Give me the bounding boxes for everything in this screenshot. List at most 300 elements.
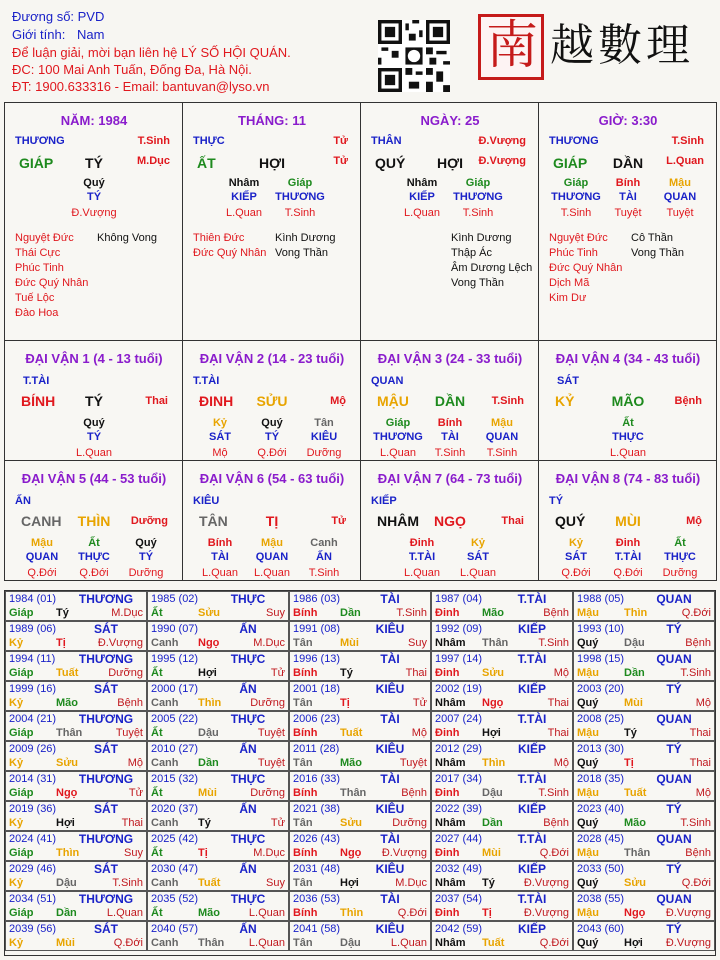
stage: T.Sinh [491, 395, 524, 407]
dai-van-2 [182, 340, 361, 461]
address: ĐC: 100 Mai Anh Tuấn, Đống Đa, Hà Nội. [12, 62, 252, 77]
year-stem: Nhâm [435, 817, 466, 829]
year-stem: Kỷ [9, 757, 24, 769]
year-stem: Tân [293, 817, 313, 829]
year-branch: Mùi [624, 697, 643, 709]
year-stem: Giáp [9, 667, 34, 679]
year-branch: Thân [624, 847, 651, 859]
year-branch: Tý [624, 727, 637, 739]
year-cell [147, 831, 289, 861]
year-stem: Kỷ [9, 637, 24, 649]
year-ten-god: THƯƠNG [78, 592, 134, 606]
stars-left [549, 231, 622, 306]
year-stage: L.Quan [390, 937, 427, 949]
heaven-stem: ẤT [197, 155, 216, 171]
hidden-stem-2: Mộ [212, 447, 228, 459]
year-stage: Thai [405, 667, 427, 679]
year-branch: Ngọ [482, 697, 504, 709]
year-label: 2026 (43) [293, 833, 341, 845]
year-stem: Tân [293, 637, 313, 649]
dai-van-7 [360, 460, 539, 581]
hidden-stem-0: Mậu [491, 417, 513, 429]
stars-right [631, 231, 684, 261]
year-ten-god: QUAN [656, 592, 692, 606]
year-ten-god: QUAN [656, 772, 692, 786]
star-item: Âm Dương Lệch [451, 262, 533, 274]
year-stem: Mậu [577, 847, 599, 859]
year-branch: Tị [56, 637, 66, 649]
year-stage: Đ.Vượng [665, 907, 711, 919]
hidden-h1a: Nhâm [406, 177, 438, 189]
hidden-stem-2: L.Quan [403, 567, 441, 579]
year-stem: Nhâm [435, 937, 466, 949]
year-label: 2029 (46) [9, 863, 57, 875]
year-ten-god: TÀI [380, 892, 400, 906]
year-cell [289, 681, 431, 711]
year-ten-god: KIẾP [517, 802, 546, 816]
year-stem: Nhâm [435, 637, 466, 649]
year-ten-god: KIÊU [375, 862, 405, 876]
year-stage: Thai [689, 757, 711, 769]
year-label: 2017 (34) [435, 773, 483, 785]
year-label: 2009 (26) [9, 743, 57, 755]
year-cell [431, 741, 573, 771]
year-label: 1988 (05) [577, 593, 625, 605]
hidden-stem-2: Dưỡng [128, 567, 164, 579]
dai-van-6 [182, 460, 361, 581]
hidden-h2a: KIẾP [409, 191, 435, 203]
year-label: 2034 (51) [9, 893, 57, 905]
year-stem: Bính [293, 907, 318, 919]
year-cell [431, 861, 573, 891]
year-label: 1996 (13) [293, 653, 341, 665]
stage: Đ.Vượng [478, 155, 526, 167]
year-stage: Dưỡng [250, 697, 285, 709]
earth-branch: HỢI [259, 155, 285, 171]
god-left: THƯƠNG [15, 135, 65, 147]
hidden-stem-0: Bính [437, 417, 463, 429]
year-cell [573, 591, 715, 621]
year-label: 2031 (48) [293, 863, 341, 875]
year-label: 2002 (19) [435, 683, 483, 695]
ten-god: ẤN [15, 495, 31, 507]
dai-van-title: ĐẠI VẬN 3 (24 - 33 tuổi) [377, 351, 523, 366]
year-cell [5, 921, 147, 951]
earth-branch: TỊ [265, 513, 279, 529]
hidden-h2c: QUAN [663, 191, 697, 203]
hidden-stem-0: Đinh [409, 537, 435, 549]
year-stage: Q.Đới [539, 847, 569, 859]
year-stem: Ất [151, 907, 163, 919]
year-ten-god: KIẾP [517, 922, 546, 936]
year-ten-god: THƯƠNG [78, 772, 134, 786]
year-label: 1989 (06) [9, 623, 57, 635]
year-cell [431, 621, 573, 651]
year-ten-god: T.TÀI [517, 832, 547, 846]
year-cell [289, 621, 431, 651]
year-branch: Dần [482, 817, 503, 829]
hidden-stem-1: TÀI [211, 551, 229, 563]
year-cell [289, 921, 431, 951]
heaven-stem: CANH [21, 513, 62, 529]
year-stage: Tuyệt [399, 757, 427, 769]
year-cell [147, 681, 289, 711]
star-item: Đức Quý Nhân [549, 262, 623, 274]
year-stem: Tân [293, 937, 313, 949]
qr-code-icon [378, 20, 450, 92]
year-stem: Kỷ [9, 697, 24, 709]
year-stem: Nhâm [435, 757, 466, 769]
star-item: Đào Hoa [15, 307, 59, 319]
year-ten-god: TÝ [666, 742, 682, 756]
year-branch: Mùi [340, 637, 359, 649]
year-ten-god: ẤN [239, 922, 257, 936]
star-item: Phúc Tinh [15, 262, 64, 274]
year-label: 2015 (32) [151, 773, 199, 785]
year-branch: Tị [340, 697, 350, 709]
year-stage: Bệnh [401, 787, 427, 799]
star-item: Dịch Mã [549, 277, 590, 289]
hidden-stem-0: Quý [261, 417, 283, 429]
dai-van-8 [538, 460, 717, 581]
year-cell [431, 801, 573, 831]
pillar-title: GIỜ: 3:30 [598, 113, 658, 128]
year-stage: M.Dục [253, 637, 285, 649]
year-ten-god: TÝ [666, 922, 682, 936]
dai-van-title: ĐẠI VẬN 1 (4 - 13 tuổi) [25, 351, 163, 366]
stage: Dưỡng [130, 515, 168, 527]
year-label: 2008 (25) [577, 713, 625, 725]
hidden-h1b: Giáp [465, 177, 491, 189]
hidden-h2: TÝ [86, 191, 102, 203]
year-branch: Dần [340, 607, 361, 619]
year-ten-god: ẤN [239, 862, 257, 876]
year-label: 2005 (22) [151, 713, 199, 725]
year-cell [431, 651, 573, 681]
stars-left [193, 231, 266, 261]
year-label: 1992 (09) [435, 623, 483, 635]
year-ten-god: THƯƠNG [78, 652, 134, 666]
year-label: 2035 (52) [151, 893, 199, 905]
year-label: 2000 (17) [151, 683, 199, 695]
hidden-stem-1: KIÊU [310, 431, 338, 443]
year-label: 2042 (59) [435, 923, 483, 935]
year-stem: Quý [577, 817, 599, 829]
year-stage: Suy [408, 637, 427, 649]
year-label: 2037 (54) [435, 893, 483, 905]
hidden-stem-1: THƯƠNG [373, 431, 423, 443]
year-stem: Giáp [9, 787, 34, 799]
year-ten-god: KIẾP [517, 622, 546, 636]
hidden-stem-0: Tân [314, 417, 334, 429]
year-stem: Quý [577, 937, 599, 949]
year-stem: Quý [577, 637, 599, 649]
year-label: 1994 (11) [9, 653, 56, 665]
year-branch: Dậu [624, 637, 645, 649]
year-stem: Mậu [577, 667, 599, 679]
year-stage: Mộ [127, 757, 143, 769]
year-stage: L.Quan [106, 907, 143, 919]
earth-branch: TÝ [85, 393, 103, 409]
year-label: 2003 (20) [577, 683, 625, 695]
hidden-stem-2: T.Sinh [486, 447, 518, 459]
god-right: T.Sinh [671, 135, 704, 147]
year-ten-god: KIÊU [375, 682, 405, 696]
year-branch: Ngọ [624, 907, 646, 919]
year-ten-god: SÁT [94, 862, 118, 876]
hidden-stem-2: L.Quan [201, 567, 239, 579]
phone-email: ĐT: 1900.633316 - Email: bantuvan@lyso.vn [12, 79, 270, 94]
heaven-stem: MẬU [377, 393, 409, 409]
year-cell [147, 891, 289, 921]
year-stage: T.Sinh [112, 877, 143, 889]
year-label: 1987 (04) [435, 593, 483, 605]
year-ten-god: TÝ [666, 802, 682, 816]
hidden-stem-0: Bính [207, 537, 233, 549]
hidden-stem-0: Kỷ [568, 537, 584, 549]
dai-van-5 [4, 460, 183, 581]
hidden-h1: Quý [83, 177, 105, 189]
year-branch: Mùi [56, 937, 75, 949]
brand-logo: 南 越數理 [478, 10, 710, 82]
header [12, 8, 712, 98]
pillar-1 [182, 102, 361, 341]
year-ten-god: TÝ [666, 622, 682, 636]
hidden-stem-1: TÝ [86, 431, 102, 443]
hidden-stem-1: TÀI [441, 431, 459, 443]
year-label: 2007 (24) [435, 713, 483, 725]
year-branch: Dần [624, 667, 645, 679]
year-ten-god: KIÊU [375, 802, 405, 816]
star-item: Đức Quý Nhân [15, 277, 89, 289]
year-stem: Bính [293, 847, 318, 859]
year-ten-god: KIẾP [517, 862, 546, 876]
year-stem: Giáp [9, 847, 34, 859]
stage: Tử [333, 155, 348, 167]
year-stage: Bệnh [543, 817, 569, 829]
ten-god: SÁT [557, 375, 579, 387]
hidden-stem-2: L.Quan [459, 567, 497, 579]
year-ten-god: THƯƠNG [78, 712, 134, 726]
year-stage: Mộ [553, 757, 569, 769]
year-branch: Thân [56, 727, 83, 739]
year-stage: Q.Đới [397, 907, 427, 919]
year-ten-god: THƯƠNG [78, 892, 134, 906]
year-label: 2011 (28) [293, 743, 340, 755]
pillar-3 [538, 102, 717, 341]
year-stem: Quý [577, 877, 599, 889]
hidden-stem-0: Đinh [615, 537, 641, 549]
hidden-h1a: Nhâm [228, 177, 260, 189]
year-branch: Tý [198, 817, 211, 829]
year-stage: T.Sinh [538, 637, 569, 649]
year-cell [573, 801, 715, 831]
year-cell [573, 621, 715, 651]
heaven-stem: GIÁP [19, 155, 54, 171]
year-ten-god: TÀI [380, 592, 400, 606]
year-branch: Sửu [198, 607, 221, 619]
year-stage: Tuyệt [257, 727, 285, 739]
year-branch: Mão [340, 757, 362, 769]
year-ten-god: TÀI [380, 832, 400, 846]
year-stem: Giáp [9, 607, 34, 619]
year-cell [5, 831, 147, 861]
year-label: 2030 (47) [151, 863, 199, 875]
year-label: 1984 (01) [9, 593, 57, 605]
year-branch: Mùi [198, 787, 217, 799]
year-branch: Thìn [482, 757, 506, 769]
heaven-stem: GIÁP [553, 155, 588, 171]
year-cell [147, 921, 289, 951]
year-label: 2025 (42) [151, 833, 199, 845]
star-item: Nguyệt Đức [549, 232, 608, 244]
god-left: THỰC [193, 135, 225, 147]
year-label: 1990 (07) [151, 623, 199, 635]
year-stem: Tân [293, 877, 313, 889]
year-ten-god: THỰC [230, 712, 266, 726]
year-stem: Đinh [435, 907, 460, 919]
dai-van-title: ĐẠI VẬN 2 (14 - 23 tuổi) [199, 351, 345, 366]
year-label: 2024 (41) [9, 833, 57, 845]
year-label: 2038 (55) [577, 893, 625, 905]
year-branch: Tị [198, 847, 208, 859]
year-label: 2006 (23) [293, 713, 341, 725]
year-branch: Sửu [482, 667, 505, 679]
year-stem: Canh [151, 757, 179, 769]
year-cell [5, 771, 147, 801]
hidden-stem-2: Q.Đới [27, 567, 57, 579]
hidden-stem-1: QUAN [25, 551, 59, 563]
hidden-stem-1: QUAN [255, 551, 289, 563]
hidden-stem-1: T.TÀI [614, 551, 642, 563]
year-branch: Mão [198, 907, 220, 919]
year-stem: Canh [151, 817, 179, 829]
year-stage: Tuyệt [115, 727, 143, 739]
hidden-stem-1: THỰC [664, 551, 696, 563]
heaven-stem: QUÝ [375, 155, 406, 171]
god-right: Tử [333, 135, 348, 147]
year-stage: Thai [121, 817, 143, 829]
year-branch: Hợi [624, 937, 643, 949]
hidden-h3a: L.Quan [403, 207, 441, 219]
star-item: Không Vong [97, 232, 157, 244]
hidden-stem-2: L.Quan [379, 447, 417, 459]
year-cell [147, 621, 289, 651]
hidden-stem-0: Ất [88, 537, 100, 549]
year-stem: Canh [151, 877, 179, 889]
year-stage: Thai [547, 727, 569, 739]
stage: Mộ [686, 515, 702, 527]
hidden-h1b: Giáp [287, 177, 313, 189]
year-stem: Bính [293, 667, 318, 679]
earth-branch: NGỌ [434, 513, 466, 529]
hidden-stem-1: SÁT [565, 551, 587, 563]
hidden-stem-2: T.Sinh [308, 567, 340, 579]
year-stage: Tuyệt [257, 757, 285, 769]
stage: Mộ [330, 395, 346, 407]
heaven-stem: TÂN [199, 513, 228, 529]
year-label: 1995 (12) [151, 653, 199, 665]
year-stem: Canh [151, 697, 179, 709]
year-stage: Dưỡng [108, 667, 143, 679]
year-cell [289, 891, 431, 921]
year-ten-god: T.TÀI [517, 772, 547, 786]
year-branch: Thìn [56, 847, 80, 859]
year-stage: L.Quan [248, 907, 285, 919]
year-stage: M.Dục [253, 847, 285, 859]
year-label: 1986 (03) [293, 593, 341, 605]
star-item: Kình Dương [275, 232, 336, 244]
year-branch: Hợi [340, 877, 359, 889]
hidden-stem-2: L.Quan [609, 447, 647, 459]
year-stem: Ất [151, 787, 163, 799]
dai-van-title: ĐẠI VẬN 8 (74 - 83 tuổi) [555, 471, 701, 486]
year-stage: M.Dục [395, 877, 427, 889]
year-stage: T.Sinh [538, 787, 569, 799]
year-label: 2020 (37) [151, 803, 199, 815]
year-stage: Đ.Vượng [97, 637, 143, 649]
year-branch: Hợi [198, 667, 217, 679]
year-cell [147, 651, 289, 681]
ten-god: TÝ [549, 495, 564, 507]
star-item: Đức Quý Nhân [193, 247, 267, 259]
hidden-stem-2: Dưỡng [662, 567, 698, 579]
year-cell [5, 741, 147, 771]
hidden-h2b: TÀI [619, 191, 637, 203]
year-cell [431, 711, 573, 741]
hidden-stem-2: Dưỡng [306, 447, 342, 459]
year-cell [289, 711, 431, 741]
star-item: Vong Thần [451, 277, 505, 289]
year-ten-god: THỰC [230, 652, 266, 666]
year-stem: Bính [293, 727, 318, 739]
year-label: 1985 (02) [151, 593, 199, 605]
god-left: THÂN [371, 135, 402, 147]
year-ten-god: TÀI [380, 652, 400, 666]
year-cell [5, 591, 147, 621]
hidden-h3b: T.Sinh [462, 207, 494, 219]
hidden-stem-2: Q.Đới [79, 567, 109, 579]
dai-van-title: ĐẠI VẬN 6 (54 - 63 tuổi) [199, 471, 345, 486]
year-cell [147, 801, 289, 831]
hidden-h2b: THƯƠNG [275, 191, 325, 203]
hidden-stem-1: SÁT [467, 551, 489, 563]
year-ten-god: SÁT [94, 742, 118, 756]
year-stem: Ất [151, 727, 163, 739]
year-stage: Đ.Vượng [381, 847, 427, 859]
year-ten-god: KIÊU [375, 742, 405, 756]
year-cell [573, 891, 715, 921]
year-stage: Bệnh [685, 637, 711, 649]
year-stem: Tân [293, 697, 313, 709]
year-ten-god: T.TÀI [517, 592, 547, 606]
year-branch: Mùi [482, 847, 501, 859]
stage: L.Quan [666, 155, 704, 167]
year-stage: Đ.Vượng [523, 877, 569, 889]
year-label: 2010 (27) [151, 743, 199, 755]
year-label: 2032 (49) [435, 863, 483, 875]
year-ten-god: SÁT [94, 622, 118, 636]
year-branch: Thìn [198, 697, 222, 709]
year-cell [431, 771, 573, 801]
year-ten-god: TÀI [380, 712, 400, 726]
year-cell [5, 891, 147, 921]
year-branch: Dậu [198, 727, 219, 739]
year-stage: Tử [128, 787, 143, 799]
year-cell [573, 681, 715, 711]
year-branch: Hợi [56, 817, 75, 829]
year-cell [431, 891, 573, 921]
